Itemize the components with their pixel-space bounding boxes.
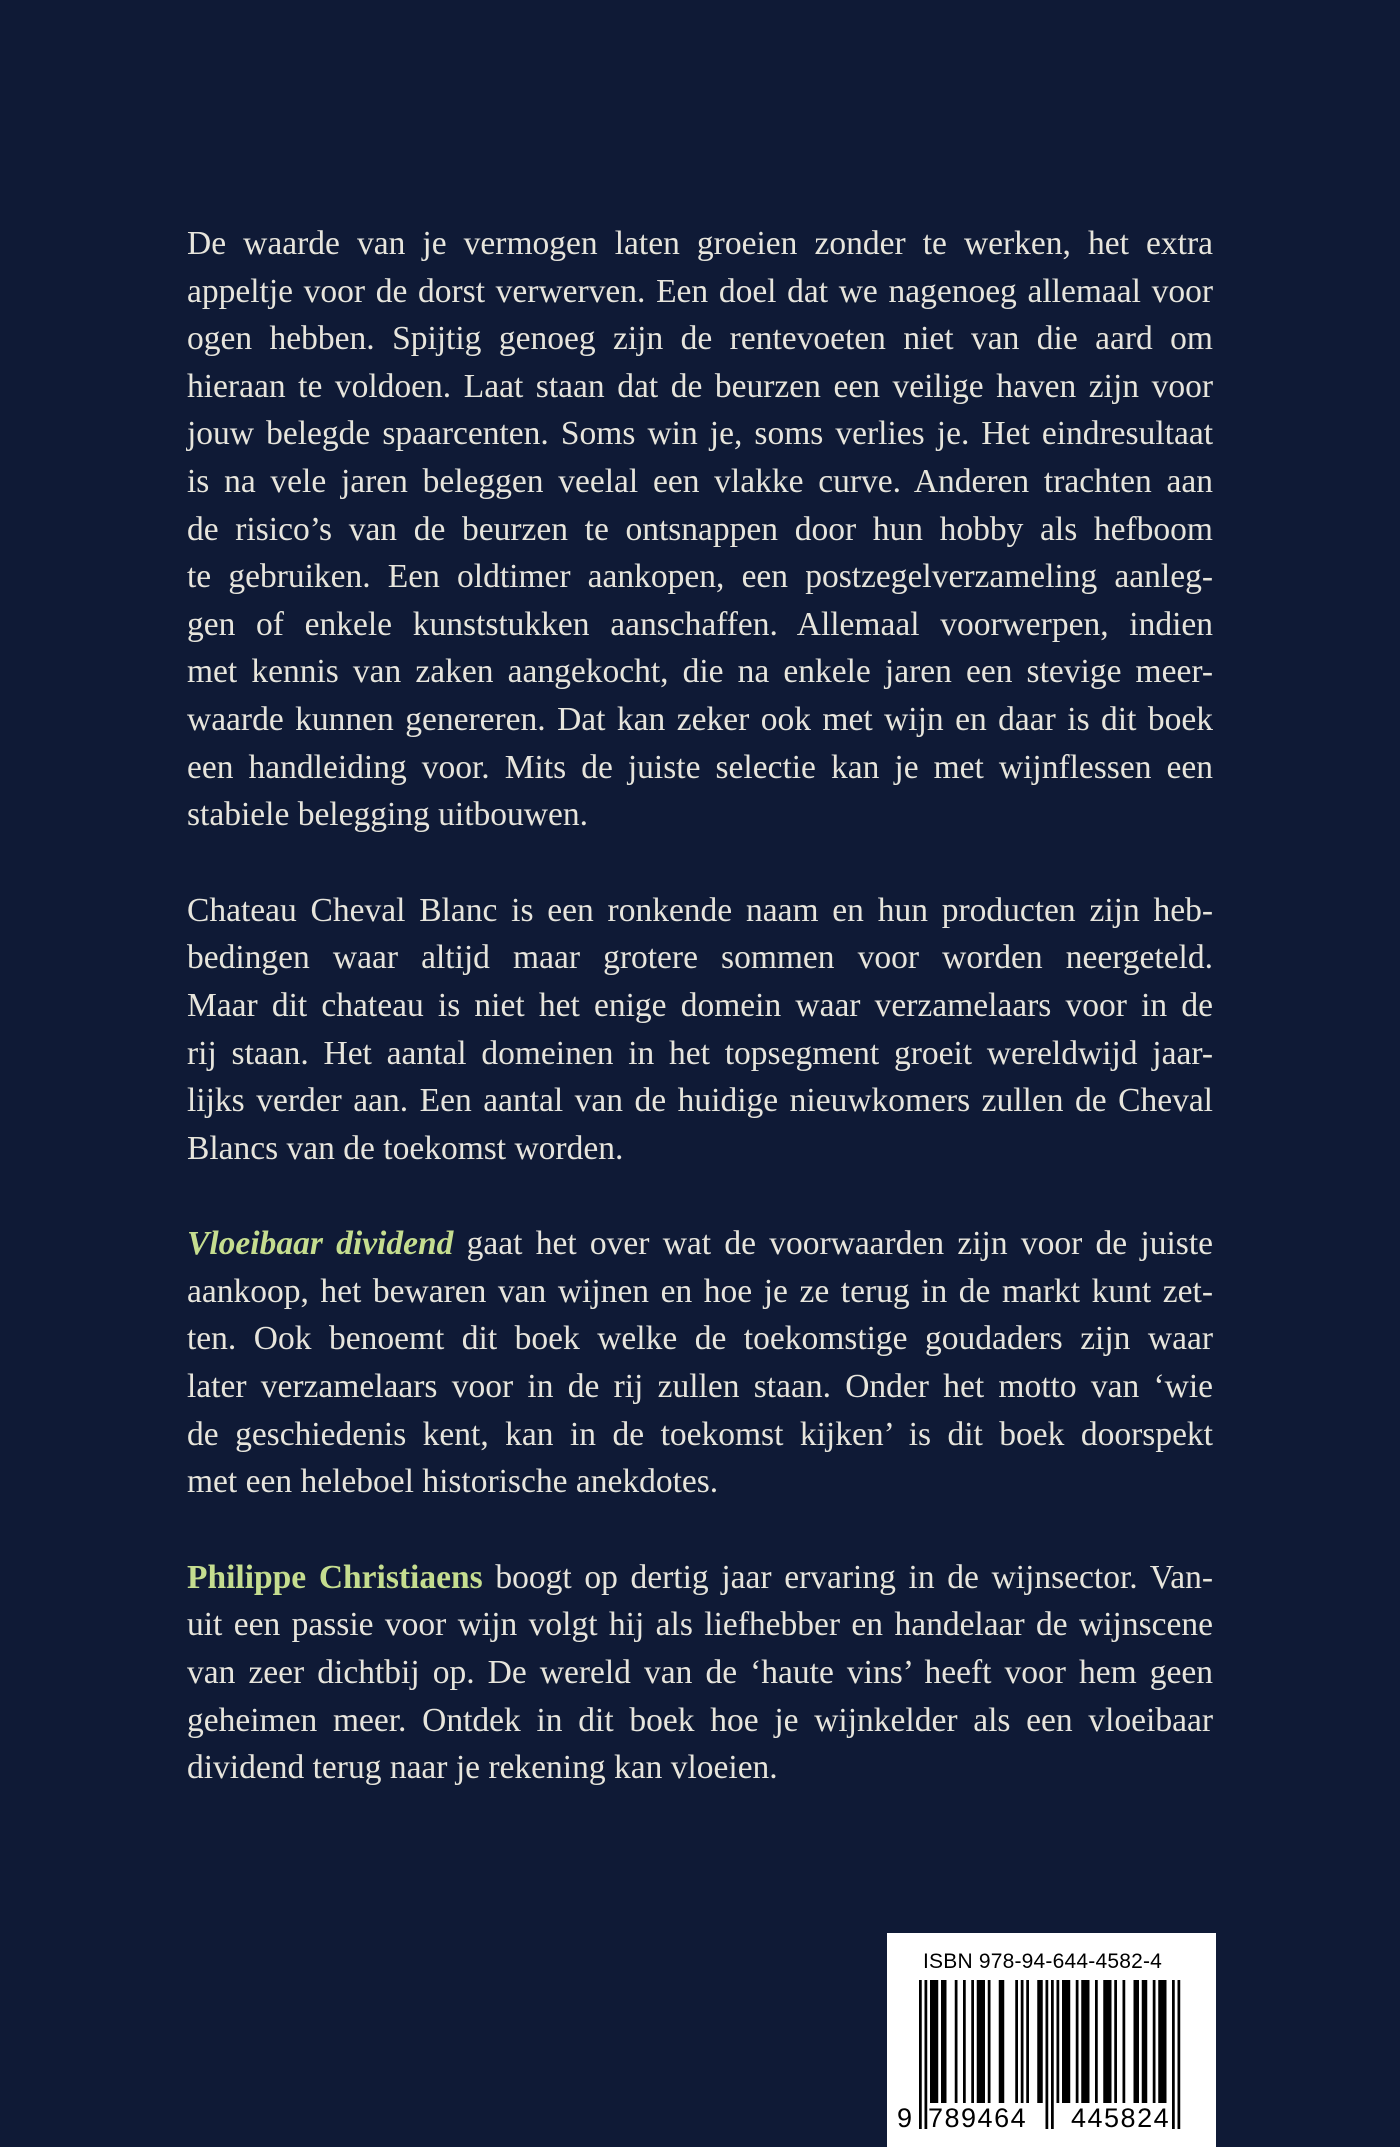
barcode-bar: [988, 1980, 991, 2103]
blurb-text: [187, 220, 1213, 1792]
text-line: met een heleboel historische anekdotes.: [187, 1463, 719, 1501]
text-line: met kennis van zaken aangekocht, die na enkele jaren een stevige meer-: [187, 653, 1213, 691]
barcode-bar: [1114, 1980, 1117, 2103]
barcode-bar: [971, 1980, 974, 2103]
author-name: Philippe Christiaens: [187, 1558, 483, 1596]
barcode-bar: [941, 1980, 947, 2103]
barcode-bar: [1081, 1980, 1089, 2103]
ean-right-group: 445824: [1071, 2103, 1171, 2133]
text-line: een handleiding voor. Mits de juiste selectie kan je met wijnflessen een: [187, 748, 1213, 786]
barcode-bar: [977, 1980, 985, 2103]
text-line: aankoop, het bewaren van wijnen en hoe je ze terug in de markt kunt zet-: [187, 1272, 1213, 1310]
text-line: dividend terug naar je rekening kan vloeien.: [187, 1749, 778, 1787]
text-line: hieraan te voldoen. Laat staan dat de beurzen een veilige haven zijn voor: [187, 367, 1213, 405]
ean-digits: [887, 2103, 1216, 2143]
text-line: uit een passie voor wijn volgt hij als liefhebber en handelaar de wijnscene: [187, 1606, 1213, 1644]
book-title: Vloeibaar dividend: [187, 1225, 454, 1263]
text-line: [187, 1220, 1213, 1268]
text-line: lijks verder aan. Een aantal van de huidige nieuwkomers zullen de Cheval: [187, 1082, 1213, 1120]
barcode-bar: [1062, 1980, 1070, 2103]
paragraph-book-summary: [187, 1220, 1213, 1506]
ean-first-digit: 9: [897, 2103, 913, 2133]
text-line: jouw belegde spaarcenten. Soms win je, soms verlies je. Het eindresultaat: [187, 415, 1213, 453]
text-line: appeltje voor de dorst verwerven. Een doel dat we nagenoeg allemaal voor: [187, 272, 1213, 310]
isbn-label: ISBN 978-94-644-4582-4: [923, 1950, 1163, 1973]
barcode-bar: [999, 1980, 1005, 2103]
barcode-bar: [1057, 1980, 1060, 2103]
text-line: ten. Ook benoemt dit boek welke de toekomstige goudaders zijn waar: [187, 1320, 1213, 1358]
text-line: is na vele jaren beleggen veelal een vlakke curve. Anderen trachten aan: [187, 462, 1213, 500]
text-line: de risico’s van de beurzen te ontsnappen door hun hobby als hefboom: [187, 510, 1213, 548]
text-line: later verzamelaars voor in de rij zullen staan. Onder het motto van ‘wie: [187, 1368, 1213, 1406]
barcode-bar: [963, 1980, 966, 2103]
barcode-bar: [1134, 1980, 1140, 2103]
text-line: gen of enkele kunststukken aanschaffen. Allemaal voorwerpen, indien: [187, 605, 1213, 643]
text-line: Chateau Cheval Blanc is een ronkende naam en hun producten zijn heb-: [187, 891, 1213, 929]
barcode-bar: [1142, 1980, 1148, 2103]
barcode-bar: [930, 1980, 938, 2103]
text-line: De waarde van je vermogen laten groeien zonder te werken, het extra: [187, 225, 1213, 262]
text-fragment: gaat het over wat de voorwaarden zijn voor de juiste: [453, 1225, 1213, 1263]
text-line: rij staan. Het aantal domeinen in het topsegment groeit wereldwijd jaar-: [187, 1034, 1213, 1072]
barcode-bar: [1103, 1980, 1111, 2103]
text-line: van zeer dichtbij op. De wereld van de ‘haute vins’ heeft voor hem geen: [187, 1654, 1213, 1692]
barcode-bar: [1158, 1980, 1166, 2103]
barcode-bar: [1095, 1980, 1098, 2103]
paragraph-intro: [187, 220, 1213, 839]
text-line: bedingen waar altijd maar grotere sommen voor worden neergeteld.: [187, 939, 1213, 977]
text-line: Blancs van de toekomst worden.: [187, 1129, 624, 1167]
barcode-bar: [1153, 1980, 1156, 2103]
barcode-bar: [1026, 1980, 1029, 2103]
ean-left-group: 789464: [928, 2103, 1028, 2133]
text-fragment: boogt op dertig jaar ervaring in de wijnsector. Van-: [482, 1558, 1213, 1596]
barcode-bar: [1037, 1980, 1043, 2103]
text-line: waarde kunnen genereren. Dat kan zeker ook met wijn en daar is dit boek: [187, 700, 1213, 738]
barcode-bar: [955, 1980, 958, 2103]
text-line: ogen hebben. Spijtig genoeg zijn de rentevoeten niet van die aard om: [187, 320, 1213, 358]
barcode-bar: [1021, 1980, 1024, 2103]
barcode-bar: [1123, 1980, 1126, 2103]
isbn-barcode: [887, 1933, 1216, 2147]
text-line: Maar dit chateau is niet het enige domein waar verzamelaars voor in de: [187, 986, 1213, 1024]
paragraph-cheval-blanc: [187, 887, 1213, 1173]
paragraph-author: [187, 1554, 1213, 1792]
text-line: stabiele belegging uitbouwen.: [187, 796, 588, 834]
text-line: te gebruiken. Een oldtimer aankopen, een postzegelverzameling aanleg-: [187, 558, 1213, 596]
barcode-bar: [1076, 1980, 1079, 2103]
text-line: de geschiedenis kent, kan in de toekomst kijken’ is dit boek doorspekt: [187, 1415, 1213, 1453]
text-line: geheimen meer. Ontdek in dit boek hoe je wijnkelder als een vloeibaar: [187, 1701, 1213, 1739]
text-line: [187, 1554, 1213, 1602]
barcode-bar: [1015, 1980, 1018, 2103]
